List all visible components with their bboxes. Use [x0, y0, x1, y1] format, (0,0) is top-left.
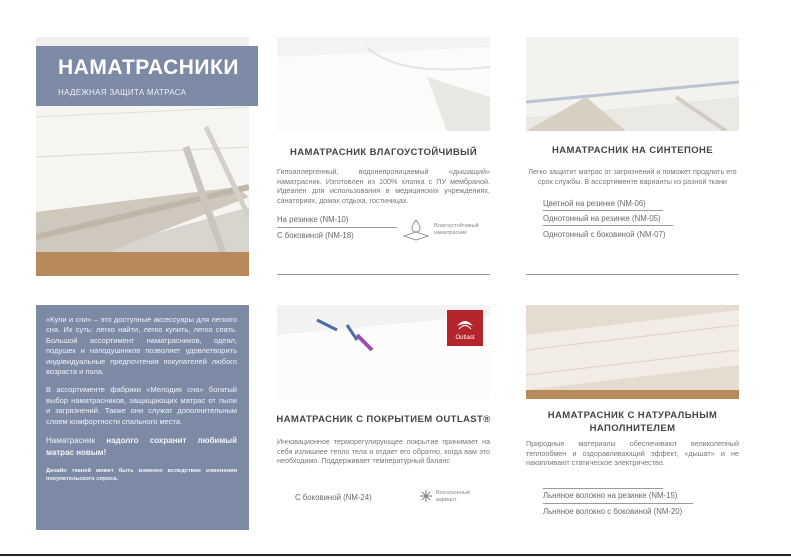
- product-option: Однотонный с боковиной (NM-07): [543, 230, 666, 239]
- divider: [277, 227, 397, 228]
- snowflake-sun-icon: [420, 489, 432, 501]
- divider: [277, 274, 490, 275]
- page-bottom-line: [0, 554, 791, 556]
- product-badge: Всесезонный вариант: [436, 490, 470, 503]
- product-title: НАМАТРАСНИК С НАТУРАЛЬНЫМ НАПОЛНИТЕЛЕМ: [547, 410, 718, 434]
- divider: [543, 225, 673, 226]
- info-paragraph: «Купи и спи» – это доступные аксессуары для легкого сна. Их суть: легко найти, легко купить, легко спать. Большой ассортимент наматрасников, одеял, подушек и наподушников позволяет удовлетворить индивидуальные предпочтения покупателей любого возраста и пола.: [46, 315, 237, 377]
- product-option: Цветной на резинке (NM-06): [543, 199, 646, 208]
- info-paragraph: В ассортименте фабрики «Мелодия сна» богатый выбор наматрасников, защищающих матрас от пыли и загрязнений. Также они служат дополнительным слоем комфортности спального места.: [46, 385, 237, 426]
- product-photo-syntepon: [526, 37, 739, 131]
- product-photo-waterproof: [277, 37, 490, 131]
- product-description: Легко защитит матрас от загрязнений и поможет продлить его срок службы. В ассортименте варианты из разной ткани: [528, 167, 737, 186]
- title-banner: [36, 46, 258, 106]
- info-box: [36, 305, 249, 530]
- product-description: Инновационное терморегулирующее покрытие принимает на себя излишнее тепло тела и отдает его обратно, когда вам это необходимо. Поддерживает температурный баланс: [277, 437, 490, 466]
- waterproof-icon: [402, 219, 430, 241]
- product-title: НАМАТРАСНИК С ПОКРЫТИЕМ OUTLAST®: [276, 414, 491, 425]
- page-subtitle: НАДЕЖНАЯ ЗАЩИТА МАТРАСА: [58, 88, 187, 97]
- product-photo-natural: [526, 305, 739, 399]
- product-option: С боковиной (NM-24): [295, 493, 372, 502]
- product-option: Льняное волокно с боковиной (NM-20): [543, 507, 683, 516]
- product-title: НАМАТРАСНИК ВЛАГОУСТОЙЧИВЫЙ: [289, 147, 478, 158]
- divider: [543, 210, 663, 211]
- product-option: Льняное волокно на резинке (NM-15): [543, 491, 678, 500]
- divider: [526, 274, 739, 275]
- product-title: НАМАТРАСНИК НА СИНТЕПОНЕ: [551, 145, 713, 156]
- page-title: НАМАТРАСНИКИ: [58, 56, 239, 79]
- outlast-logo-text: Outlast: [455, 335, 475, 341]
- info-note: Дизайн тканей может быть изменен вследствие изменения покупательского спроса.: [46, 468, 237, 483]
- product-description: Гипоаллергенный, водонепроницаемый «дышащий» наматрасник. Изготовлен из 100% хлопка с ПУ мембраной. Идеален для использования в медицинских учреждениях, санаториях, домах отдыха, гостиницах.: [277, 167, 490, 205]
- outlast-logo: [447, 310, 483, 346]
- product-option: На резинке (NM-10): [277, 215, 349, 224]
- info-highlight: Наматрасник надолго сохранит любимый матрас новым!: [46, 436, 237, 458]
- divider: [543, 503, 693, 504]
- divider: [543, 488, 663, 489]
- product-badge: Влагоустойчивый наматрасник: [434, 223, 479, 236]
- product-option: С боковиной (NM-18): [277, 231, 354, 240]
- product-description: Природные материалы обеспечивают великолепный теплообмен и оздоравливающий эффект, «дышат» и не накапливают статическое электричество.: [526, 439, 739, 468]
- product-option: Однотонный на резинке (NM-05): [543, 214, 661, 223]
